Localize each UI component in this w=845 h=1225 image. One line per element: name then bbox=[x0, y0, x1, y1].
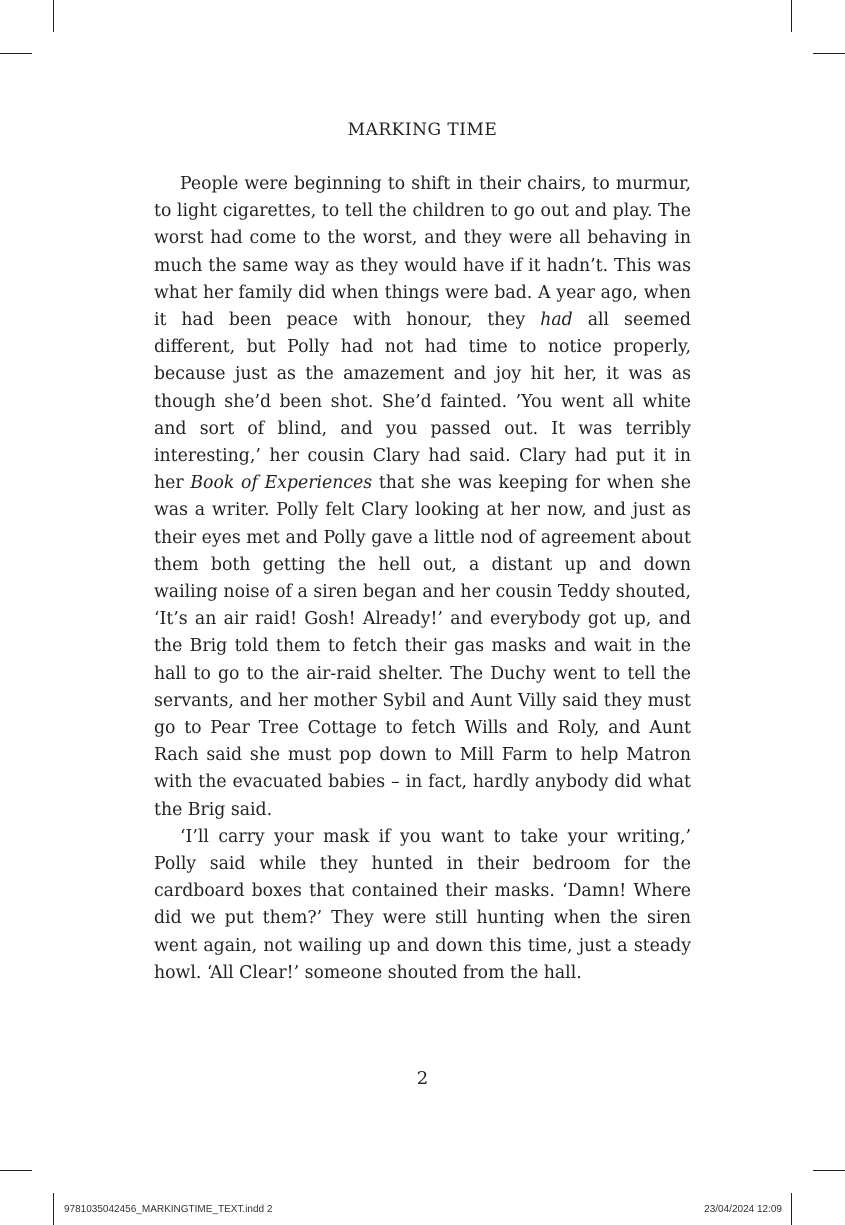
crop-mark-top-right bbox=[791, 0, 792, 32]
emphasis-text: had bbox=[540, 310, 573, 331]
body-text bbox=[154, 171, 691, 987]
paragraph: ‘I’ll carry your mask if you want to take your writing,’ Polly said while they hunted in their bedroom for the cardboard boxes that contained their masks. ‘Damn! Where did we put them?’ They were still hunting when the siren went again, not wailing up and down this time, just a steady howl. ‘All Clear!’ someone shouted from the hall. bbox=[154, 826, 691, 983]
paragraph-text: all seemed different, but Polly had not had time to notice properly, because just as the amazement and joy hit her, it was as though she’d been shot. She’d fainted. ’You went all white and sort of blind, and you passed out. It was terribly interesting,’ her cousin Clary had said. Clary had put it in her bbox=[154, 310, 691, 494]
book-title: Book of Experiences bbox=[190, 473, 373, 494]
slug-datetime: 23/04/2024 12:09 bbox=[704, 1204, 782, 1215]
paragraph-text: People were beginning to shift in their chairs, to murmur, to light cigarettes, to tell the children to go out and play. The worst had come to the worst, and they were all behaving in much the same way as they would have if it hadn’t. This was what her family did when things were bad. A year ago, when it had been peace with honour, they bbox=[154, 174, 691, 331]
crop-mark-bottom-left bbox=[53, 1193, 54, 1225]
page-number: 2 bbox=[416, 1068, 429, 1089]
slug-file-info: 9781035042456_MARKINGTIME_TEXT.indd 2 bbox=[64, 1204, 273, 1215]
crop-mark-left-top bbox=[0, 53, 32, 54]
crop-mark-left-bottom bbox=[0, 1170, 32, 1171]
crop-mark-top-left bbox=[53, 0, 54, 32]
crop-mark-bottom-right bbox=[791, 1193, 792, 1225]
running-head: MARKING TIME bbox=[347, 120, 498, 140]
crop-mark-right-top bbox=[813, 53, 845, 54]
crop-mark-right-bottom bbox=[813, 1170, 845, 1171]
paragraph-text: that she was keeping for when she was a writer. Polly felt Clary looking at her now, and just as their eyes met and Polly gave a little nod of agreement about them both getting the hell out, a distant up and down wailing noise of a siren began and her cousin Teddy shouted, ‘It’s an air raid! Gosh! Already!’ and everybody got up, and the Brig told them to fetch their gas masks and wait in the hall to go to the air-raid shelter. The Duchy went to tell the servants, and her mother Sybil and Aunt Villy said they must go to Pear Tree Cottage to fetch Wills and Roly, and Aunt Rach said she must pop down to Mill Farm to help Matron with the evacuated babies – in fact, hardly anybody did what the Brig said. bbox=[154, 473, 691, 820]
paragraph bbox=[154, 171, 691, 824]
